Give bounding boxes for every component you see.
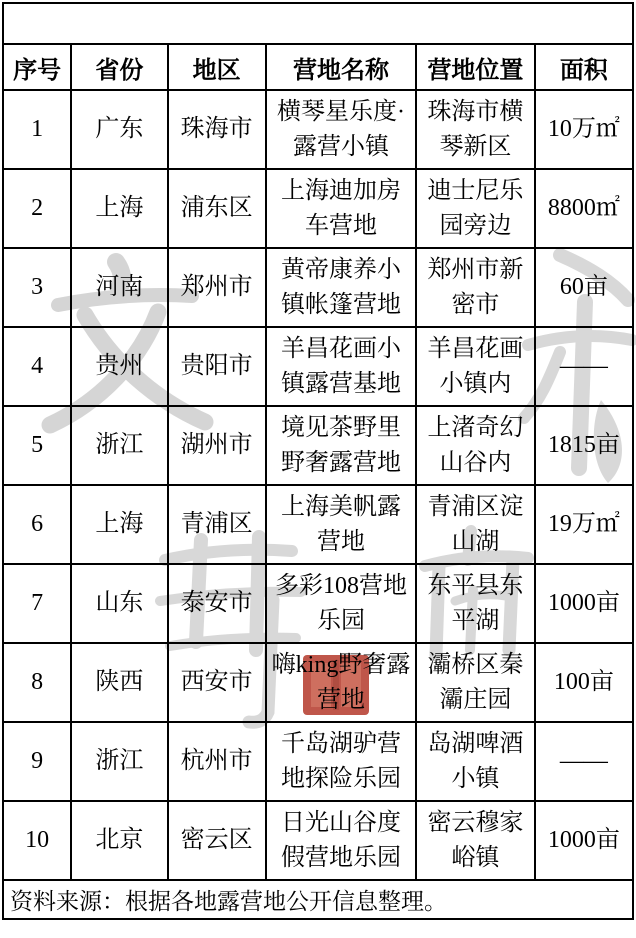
cell-camp-name: 境见茶野里野奢露营地 — [266, 406, 416, 485]
table-row — [3, 564, 633, 643]
cell-camp-name: 千岛湖驴营地探险乐园 — [266, 722, 416, 801]
table-row — [3, 485, 633, 564]
cell-camp-name: 黄帝康养小镇帐篷营地 — [266, 248, 416, 327]
cell-province: 北京 — [71, 801, 167, 880]
cell-camp-name: 日光山谷度假营地乐园 — [266, 801, 416, 880]
cell-area: 8800㎡ — [535, 169, 633, 248]
column-header-region: 地区 — [168, 44, 266, 90]
cell-serial: 10 — [3, 801, 71, 880]
cell-area: 100亩 — [535, 643, 633, 722]
cell-area: 19万㎡ — [535, 485, 633, 564]
cell-location: 羊昌花画小镇内 — [416, 327, 534, 406]
cell-location: 郑州市新密市 — [416, 248, 534, 327]
cell-serial: 1 — [3, 90, 71, 169]
column-header-location: 营地位置 — [416, 44, 534, 90]
cell-camp-name: 羊昌花画小镇露营基地 — [266, 327, 416, 406]
cell-serial: 5 — [3, 406, 71, 485]
header-row — [3, 44, 633, 90]
cell-province: 河南 — [71, 248, 167, 327]
cell-serial: 7 — [3, 564, 71, 643]
cell-camp-name: 嗨king野奢露营地 — [266, 643, 416, 722]
column-header-area: 面积 — [535, 44, 633, 90]
cell-location: 东平县东平湖 — [416, 564, 534, 643]
cell-location: 迪士尼乐园旁边 — [416, 169, 534, 248]
source-note: 资料来源：根据各地露营地公开信息整理。 — [3, 880, 633, 919]
cell-location: 上渚奇幻山谷内 — [416, 406, 534, 485]
cell-region: 珠海市 — [168, 90, 266, 169]
cell-serial: 4 — [3, 327, 71, 406]
table-row — [3, 169, 633, 248]
cell-serial: 3 — [3, 248, 71, 327]
cell-region: 杭州市 — [168, 722, 266, 801]
table-row — [3, 90, 633, 169]
cell-region: 泰安市 — [168, 564, 266, 643]
cell-region: 郑州市 — [168, 248, 266, 327]
cell-camp-name: 横琴星乐度·露营小镇 — [266, 90, 416, 169]
cell-area: 1000亩 — [535, 564, 633, 643]
table-row — [3, 248, 633, 327]
cell-camp-name: 上海美帆露营地 — [266, 485, 416, 564]
cell-area: 10万㎡ — [535, 90, 633, 169]
cell-province: 浙江 — [71, 406, 167, 485]
cell-province: 上海 — [71, 169, 167, 248]
column-header-province: 省份 — [71, 44, 167, 90]
cell-area: —— — [535, 722, 633, 801]
cell-area: 60亩 — [535, 248, 633, 327]
cell-province: 贵州 — [71, 327, 167, 406]
cell-location: 青浦区淀山湖 — [416, 485, 534, 564]
cell-region: 青浦区 — [168, 485, 266, 564]
cell-province: 广东 — [71, 90, 167, 169]
column-header-camp-name: 营地名称 — [266, 44, 416, 90]
cell-province: 山东 — [71, 564, 167, 643]
table-row — [3, 722, 633, 801]
table-row — [3, 406, 633, 485]
table-row — [3, 327, 633, 406]
cell-area: —— — [535, 327, 633, 406]
cell-province: 陕西 — [71, 643, 167, 722]
cell-camp-name: 多彩108营地乐园 — [266, 564, 416, 643]
cell-region: 湖州市 — [168, 406, 266, 485]
cell-camp-name: 上海迪加房车营地 — [266, 169, 416, 248]
cell-serial: 6 — [3, 485, 71, 564]
cell-serial: 2 — [3, 169, 71, 248]
table-row — [3, 801, 633, 880]
title-row — [3, 3, 633, 44]
cell-location: 珠海市横琴新区 — [416, 90, 534, 169]
cell-location: 岛湖啤酒小镇 — [416, 722, 534, 801]
source-note-row — [3, 880, 633, 919]
cell-region: 西安市 — [168, 643, 266, 722]
cell-area: 1000亩 — [535, 801, 633, 880]
cell-region: 浦东区 — [168, 169, 266, 248]
table-title: 国内〝营地+乐园〞模式10大典型案例 — [3, 3, 633, 44]
table-row — [3, 643, 633, 722]
cell-serial: 9 — [3, 722, 71, 801]
cell-location: 灞桥区秦灞庄园 — [416, 643, 534, 722]
cell-serial: 8 — [3, 643, 71, 722]
cell-region: 密云区 — [168, 801, 266, 880]
column-header-serial: 序号 — [3, 44, 71, 90]
cell-area: 1815亩 — [535, 406, 633, 485]
cell-province: 上海 — [71, 485, 167, 564]
cell-location: 密云穆家峪镇 — [416, 801, 534, 880]
cases-table — [2, 2, 634, 920]
cell-province: 浙江 — [71, 722, 167, 801]
cell-region: 贵阳市 — [168, 327, 266, 406]
